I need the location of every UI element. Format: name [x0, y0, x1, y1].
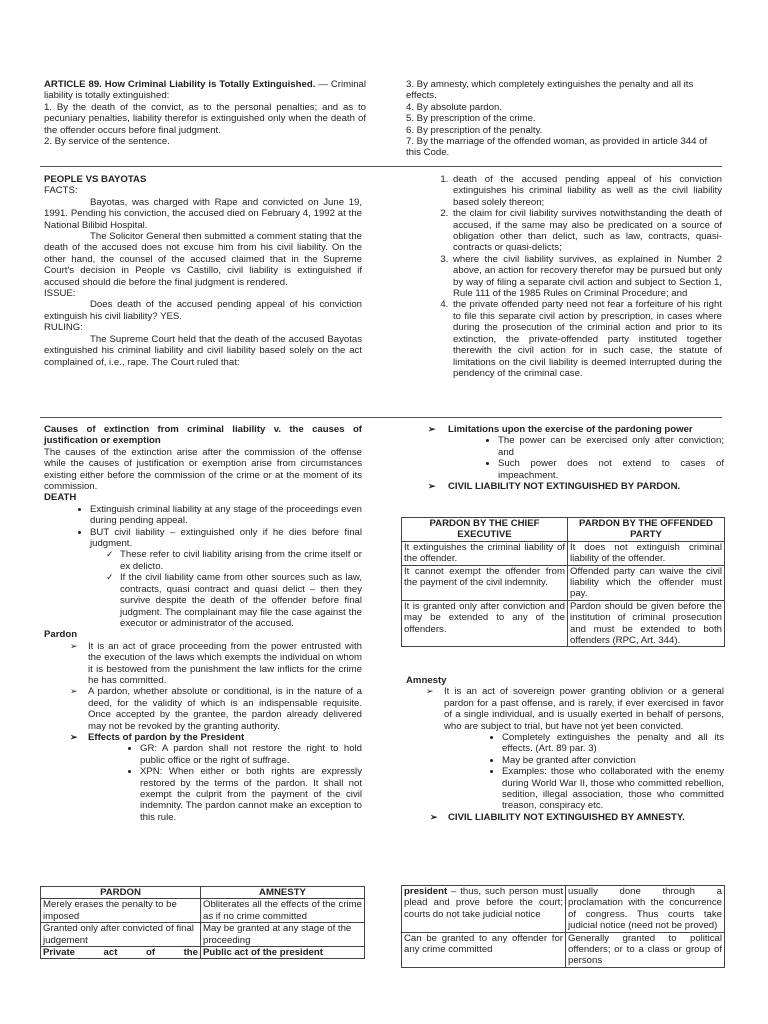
table1-cell: Offended party can waive the civil liability which the offender must pay. [568, 565, 725, 600]
amnesty-definition: ➢ It is an act of sovereign power granting oblivion or a general pardon for a past offense, and is rarely, if ever exercised in favor of a single individual, and is usually exerted in behalf of persons, who are subject to trial, but have not yet been convicted. [444, 686, 724, 732]
article-89-intro: — Criminal liability is totally extinguished: [44, 79, 366, 102]
table2-cell: May be granted at any stage of the proceeding [201, 923, 365, 947]
table3-cell: Can be granted to any offender for any crime committed [402, 932, 566, 967]
limitation-item-1: • The power can be exercised only after conviction; and [498, 435, 724, 458]
issue-label: ISSUE: [44, 288, 76, 300]
article-89-title: ARTICLE 89. How Criminal Liability is Totally Extinguished. [44, 79, 316, 90]
causes-section [44, 424, 362, 823]
table1-cell: It does not extinguish criminal liability of the offender. [568, 541, 725, 565]
table1-header-chief-executive: PARDON BY THE CHIEF EXECUTIVE [402, 518, 568, 542]
table2-cell: Granted only after convicted of final judgement [41, 923, 201, 947]
civil-liability-checklist [44, 549, 362, 629]
amnesty-list [406, 686, 724, 732]
limitations-items [402, 435, 724, 481]
effects-gr: • GR: A pardon shall not restore the right to hold public office or the right of suffrage. [140, 743, 362, 766]
table2-cell: Merely erases the penalty to be imposed [41, 899, 201, 923]
limitations-section [402, 424, 724, 492]
causes-title: Causes of extinction from criminal liability v. the causes of justification or exemption [44, 424, 362, 447]
ruling-item-1: 1. death of the accused pending appeal of his conviction extinguishes his criminal liability as well as the civil liability based solely thereon; [451, 174, 722, 208]
effects-xpn: • XPN: When either or both rights are expressly restored by the terms of the pardon. It shall not exempt the culprit from the payment of the civil indemnity. The pardon cannot make an exception to this rule. [140, 766, 362, 823]
pardon-item-2: ➢ A pardon, whether absolute or conditional, is in the nature of a deed, for the validity of which is an indispensable requisite. Once accepted by the grantee, the pardon already delivered may not be revoked by the granting authority. [88, 686, 362, 732]
pardon-effects-heading: ➢ Effects of pardon by the President [88, 732, 362, 743]
death-label: DEATH [44, 492, 77, 504]
article-89-item-5: 5. By prescription of the crime. [406, 113, 536, 125]
bayotas-case-right [406, 174, 722, 379]
table1-cell: It is granted only after conviction and may be extended to any of the offenders. [402, 600, 568, 647]
article-89-item-4: 4. By absolute pardon. [406, 101, 503, 113]
table3-cell [402, 886, 566, 933]
table3-cell: Generally granted to political offenders; or to a class or group of persons [566, 932, 725, 967]
death-item-2: • BUT civil liability – extinguished only if he dies before final judgment. [90, 527, 362, 550]
death-item-1: • Extinguish criminal liability at any stage of the proceedings even during pending appeal. [90, 504, 362, 527]
table2-cell: Private act of the [41, 947, 201, 959]
article-89-item-6: 6. By prescription of the penalty. [406, 124, 543, 136]
civil-amnesty-note [406, 812, 724, 823]
amnesty-point-2: • May be granted after conviction [502, 755, 724, 766]
facts-label: FACTS: [44, 185, 78, 197]
death-list [44, 504, 362, 550]
pardon-label: Pardon [44, 629, 78, 641]
check-item-2: ✓ If the civil liability came from other sources such as law, contracts, quasi contract and quasi delict – then they survive despite the death of the offender before final judgment. The complainant may file the case against the executor or administrator of the accused. [120, 572, 362, 629]
ruling-item-3: 3. where the civil liability survives, as explained in Number 2 above, an action for recovery therefor may be pursued but only by way of filing a separate civil action and subject to Section 1, Rule 111 of the 1985 Rules on Criminal Procedure; and [451, 254, 722, 300]
article-89-item-3: 3. By amnesty, which completely extinguishes the penalty and all its effects. [406, 79, 694, 102]
ruling-item-4: 4. the private offended party need not fear a forfeiture of his right to file this separate civil action by prescription, in cases where during the prosecution of the criminal action and prior to its extinction, the private-offended party instituted together therewith the civil action for in such case, the statute of limitations on the civil liability is deemed interrupted during the pendency of the criminal case. [451, 299, 722, 379]
table3-president: president [404, 886, 448, 897]
civil-not-extinguished-pardon: ➢ CIVIL LIABILITY NOT EXTINGUISHED BY PARDON. [448, 481, 724, 492]
civil-pardon-note [402, 481, 724, 492]
table2-cell: Obliterates all the effects of the crime as if no crime committed [201, 899, 365, 923]
limitations-list [402, 424, 724, 435]
amnesty-point-3: • Examples: those who collaborated with the enemy during World War II, those who committed rebellion, sedition, illegal association, those who committed treason, conspiracy etc. [502, 766, 724, 812]
table2-header-pardon: PARDON [41, 887, 201, 899]
facts-paragraph-2: The Solicitor General then submitted a comment stating that the death of the accused does not excuse him from his civil liability. On the other hand, the counsel of the accused claimed that in the Supreme Court's decision in People vs Castillo, civil liability is extinguished if accused should die before the final judgment is rendered. [44, 231, 362, 288]
bayotas-case-left [44, 174, 362, 368]
pardon-item-1: ➢ It is an act of grace proceeding from the power entrusted with the execution of the laws which exempts the individual on whom it is bestowed from the punishment the law inflicts for the crime he has committed. [88, 641, 362, 687]
table2-cell: Public act of the president [201, 947, 365, 959]
table1-header-offended-party: PARDON BY THE OFFENDED PARTY [568, 518, 725, 542]
causes-body: The causes of the extinction arise after the commission of the offense while the causes of justification or exemption arise from circumstances existing either before the commission of the crime or at the moment of its commission. [44, 446, 362, 493]
ruling-list [406, 174, 722, 379]
table3-text: – thus, such person must plead and prove before the court; courts do not take judicial notice [404, 886, 563, 920]
table1-cell: Pardon should be given before the institution of criminal prosecution and must be extended to both offenders (RPC, Art. 344). [568, 600, 725, 647]
pardon-amnesty-table [40, 886, 365, 959]
table1-cell: It extinguishes the criminal liability of the offender. [402, 541, 568, 565]
pardon-list [44, 641, 362, 744]
ruling-item-2: 2. the claim for civil liability survives notwithstanding the death of accused, if the same may also be predicated on a source of obligation other than delict, such as law, contracts, quasi-contracts or quasi-delicts; [451, 208, 722, 254]
bayotas-title: PEOPLE VS BAYOTAS [44, 174, 147, 185]
amnesty-label: Amnesty [406, 675, 447, 686]
limitation-item-2: • Such power does not extend to cases of impeachment. [498, 458, 724, 481]
amnesty-point-1: • Completely extinguishes the penalty and all its effects. (Art. 89 par. 3) [502, 732, 724, 755]
article-89-item-2: 2. By service of the sentence. [44, 136, 170, 148]
civil-not-extinguished-amnesty: ➢ CIVIL LIABILITY NOT EXTINGUISHED BY AMNESTY. [448, 812, 724, 823]
article-89-right [406, 79, 720, 159]
issue-text: Does death of the accused pending appeal of his conviction extinguish his civil liability? YES. [44, 299, 362, 322]
table1-cell: It cannot exempt the offender from the payment of the civil indemnity. [402, 565, 568, 600]
amnesty-section [406, 675, 724, 823]
limitations-title: ➢ Limitations upon the exercise of the pardoning power [448, 424, 724, 435]
amnesty-points [406, 732, 724, 812]
pardon-amnesty-table-continued [401, 885, 725, 968]
check-item-1: ✓ These refer to civil liability arising from the crime itself or ex delicto. [120, 549, 362, 572]
facts-paragraph-1: Bayotas, was charged with Rape and convicted on June 19, 1991. Pending his conviction, the accused died on February 4, 1992 at the National Bilibid Hospital. [44, 196, 362, 231]
pardon-comparison-table [401, 517, 725, 647]
pardon-effects-list [44, 743, 362, 823]
table3-cell: usually done through a proclamation with the concurrence of congress. Thus courts take judicial notice (need not be proved) [566, 886, 725, 933]
section-divider [40, 166, 722, 167]
table2-header-amnesty: AMNESTY [201, 887, 365, 899]
ruling-label: RULING: [44, 322, 83, 334]
article-89-item-7: 7. By the marriage of the offended woman, as provided in article 344 of this Code. [406, 136, 708, 159]
ruling-text: The Supreme Court held that the death of the accused Bayotas extinguished his criminal liability and civil liability based solely on the act complained of, i.e., rape. The Court ruled that: [44, 333, 362, 368]
article-89-left [44, 79, 366, 147]
section-divider [40, 417, 722, 418]
article-89-item-1: 1. By the death of the convict, as to the personal penalties; and as to pecuniary penalties, liability therefor is extinguished only when the death of the offender occurs before final judgment. [44, 101, 366, 136]
